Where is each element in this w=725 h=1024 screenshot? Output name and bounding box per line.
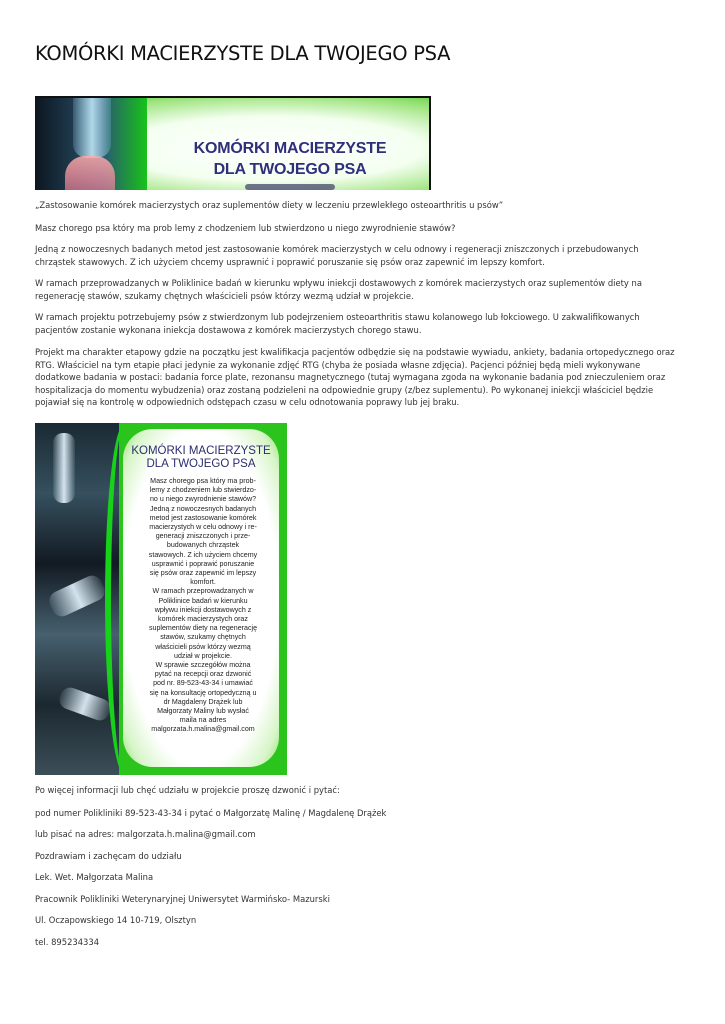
poster-body-line: się na konsultację ortopedyczną u [149,688,257,697]
poster-image [35,423,287,775]
poster-body-line: malgorzata.h.malina@gmail.com [151,725,255,734]
paragraph-block [35,243,675,268]
poster-body-line: macierzystych w celu odnowy i re- [149,523,257,532]
contact-line: Po więcej informacji lub chęć udziału w projekcie proszę dzwonić i pytać: [35,785,340,795]
poster-body-line: usprawnić i poprawić poruszanie [151,559,255,568]
poster-body-line: komórek macierzystych oraz [158,615,248,624]
paragraph-block [35,346,675,409]
banner-heading-line1: KOMÓRKI MACIERZYSTE [193,140,387,157]
poster-heading-line1: KOMÓRKI MACIERZYSTE [131,445,271,457]
poster-body-line: stawowych. Z ich użyciem chcemy [148,550,258,559]
paragraph: Projekt ma charakter etapowy gdzie na początku jest kwalifikacja pacjentów odbędzie się na podstawie wywiadu, ankiety, badania ortopedycznego oraz RTG. Właściciel na tym etapie płaci jedynie za wykonanie zdjęć RTG (chyba że posiada własne zdjęcia). Pacjenci później będą mieli wykonywane dodatkowe badania w postaci: badania force plate, rezonansu magnetycznego (tutaj wymagana zgoda na wykonanie badania pod znieczuleniem oraz hospitalizacja do momentu wybudzenia) oraz zostaną podzieleni na odpowiednie grupy (z/bez suplementu). Po wykonanej iniekcji właściciel będzie pojawiał się na kontrolę w odpowiednich odstępach czasu w celu odnotowania poprawy lub jej braku. [35,347,675,408]
poster-body-line: metod jest zastosowanie komórek [149,513,257,522]
contact-line: pod numer Polikliniki 89-523-43-34 i pytać o Małgorzatę Malinę / Magdalenę Drążek [35,808,387,818]
poster-body-line: Małgorzaty Maliny lub wysłać [157,707,249,716]
banner-heading-line2: DLA TWOJEGO PSA [213,161,367,178]
poster-body-line: się psów oraz zapewnić im lepszy [149,569,257,578]
paragraph-block [35,277,675,302]
poster-body-line: W ramach przeprowadzanych w [152,587,254,596]
poster-body-line: właścicieli psów którzy wezmą [155,642,251,651]
paragraph-block [35,222,455,235]
poster-body-line: udział w projekcie. [174,651,232,660]
poster-body-line: suplementów diety na regenerację [148,624,258,633]
poster-body-line: wpływu iniekcji dostawowych z [154,605,252,614]
poster-heading-line2: DLA TWOJEGO PSA [146,458,256,470]
paragraph: Jedną z nowoczesnych badanych metod jest zastosowanie komórek macierzystych w celu odnowy i regeneracji zniszczonych i przebudowanych chrząstek stawowych. Z ich użyciem chcemy usprawnić i poprawić poruszanie się psów oraz zapewnić im lepszy komfort. [35,244,639,267]
signature-phone: tel. 895234334 [35,937,100,947]
poster-body-line: budowanych chrząstek [166,541,240,550]
poster-body-line: Masz chorego psa który ma prob- [150,477,256,485]
page-title: KOMÓRKI MACIERZYSTE DLA TWOJEGO PSA [35,42,451,65]
paragraph: Masz chorego psa który ma prob lemy z chodzeniem lub stwierdzono u niego zwyrodnienie stawów? [35,223,456,233]
signature-affiliation: Pracownik Polikliniki Weterynaryjnej Uniwersytet Warmińsko- Mazurski [35,894,330,904]
signature-address: Ul. Oczapowskiego 14 10-719, Olsztyn [35,915,197,925]
poster-body-line: W sprawie szczegółów można [155,661,251,670]
poster-body-line: maila na adres [179,716,227,725]
banner-bone-joint [65,156,115,190]
paragraph-block [35,311,675,336]
poster-body-line: lemy z chodzeniem lub stwierdzo- [149,486,257,495]
poster-body-line: pod nr. 89-523-43-34 i umawiać [153,679,253,688]
poster-body-line: Jedną z nowoczesnych badanych [149,504,257,513]
poster-heading [125,445,277,471]
poster-body-text [135,477,271,735]
contact-email-line: lub pisać na adres: malgorzata.h.malina@gmail.com [35,829,256,839]
banner-heading [165,138,415,180]
signature-name: Lek. Wet. Małgorzata Malina [35,872,154,882]
poster-body-line: dr Magdaleny Drążek lub [163,697,243,706]
poster-bone [53,433,75,503]
contact-line: Pozdrawiam i zachęcam do udziału [35,851,182,861]
poster-body-line: pytać na recepcji oraz dzwonić [154,670,252,679]
banner-cropped-text [245,184,335,190]
paragraph: W ramach przeprowadzanych w Poliklinice badań w kierunku wpływu iniekcji dostawowych z komórek macierzystych oraz suplementów diety na regenerację stawów, szukamy chętnych właścicieli psów którzy wezmą udział w projekcie. [35,278,642,301]
poster-body-line: komfort. [190,578,216,587]
poster-body-line: stawów, szukamy chętnych [160,633,246,642]
intro-quote [35,199,503,212]
poster-body-line: generacji zniszczonych i prze- [155,532,251,541]
paragraph: „Zastosowanie komórek macierzystych oraz suplementów diety w leczeniu przewlekłego osteoarthritis u psów” [35,200,504,210]
poster-body-line: Poliklinice badań w kierunku [158,596,248,605]
paragraph: W ramach projektu potrzebujemy psów z stwierdzonym lub podejrzeniem osteoarthritis stawu kolanowego lub łokciowego. U zakwalifikowanych pacjentów zostanie wykonana iniekcja dostawowa z komórek macierzystych chorego stawu. [35,312,640,335]
banner-image [35,96,431,190]
poster-body-line: no u niego zwyrodnienie stawów? [149,495,257,504]
banner-bone-upper [73,98,111,158]
